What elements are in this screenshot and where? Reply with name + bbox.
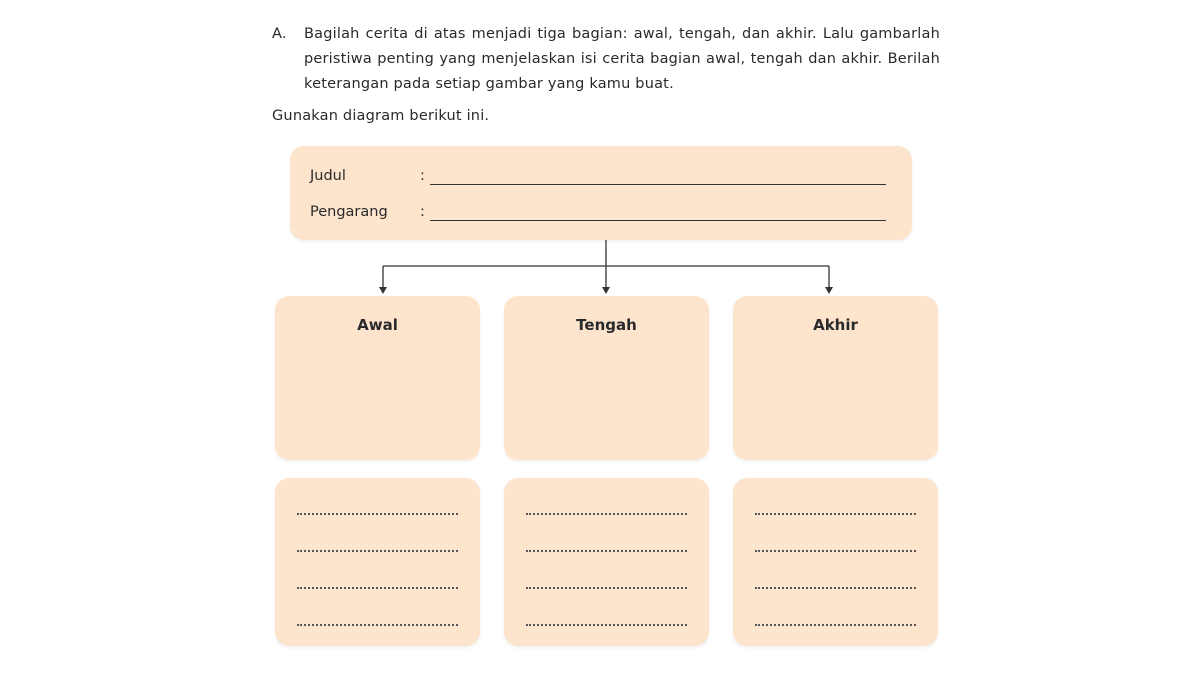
stage-title-tengah: Tengah — [576, 316, 637, 334]
caption-line[interactable] — [526, 513, 687, 515]
stage-title-akhir: Akhir — [813, 316, 858, 334]
caption-box-awal — [275, 478, 480, 646]
stage-box-akhir[interactable] — [733, 296, 938, 460]
arrowhead-tengah — [602, 287, 610, 294]
caption-line[interactable] — [297, 513, 458, 515]
instruction-text: Bagilah cerita di atas menjadi tiga bagian: awal, tengah, dan akhir. Lalu gambarlah peristiwa penting yang menjelaskan isi cerita bagian awal, tengah dan akhir. Berilah keterangan pada setiap gambar yang kamu buat. — [304, 26, 940, 92]
caption-line[interactable] — [755, 513, 916, 515]
arrowhead-awal — [379, 287, 387, 294]
caption-line[interactable] — [755, 550, 916, 552]
caption-line[interactable] — [526, 550, 687, 552]
caption-line[interactable] — [297, 624, 458, 626]
caption-line[interactable] — [526, 587, 687, 589]
caption-line[interactable] — [755, 624, 916, 626]
instruction-letter: A. — [272, 26, 287, 42]
caption-box-tengah — [504, 478, 709, 646]
stage-title-awal: Awal — [357, 316, 398, 334]
stage-box-awal[interactable] — [275, 296, 480, 460]
caption-line[interactable] — [297, 587, 458, 589]
pengarang-label: Pengarang — [310, 204, 388, 220]
caption-line[interactable] — [526, 624, 687, 626]
arrowhead-akhir — [825, 287, 833, 294]
judul-colon: : — [420, 168, 425, 184]
judul-label: Judul — [310, 168, 346, 184]
use-diagram-text: Gunakan diagram berikut ini. — [272, 108, 490, 124]
caption-line[interactable] — [755, 587, 916, 589]
pengarang-colon: : — [420, 204, 425, 220]
caption-box-akhir — [733, 478, 938, 646]
caption-line[interactable] — [297, 550, 458, 552]
stage-box-tengah[interactable] — [504, 296, 709, 460]
